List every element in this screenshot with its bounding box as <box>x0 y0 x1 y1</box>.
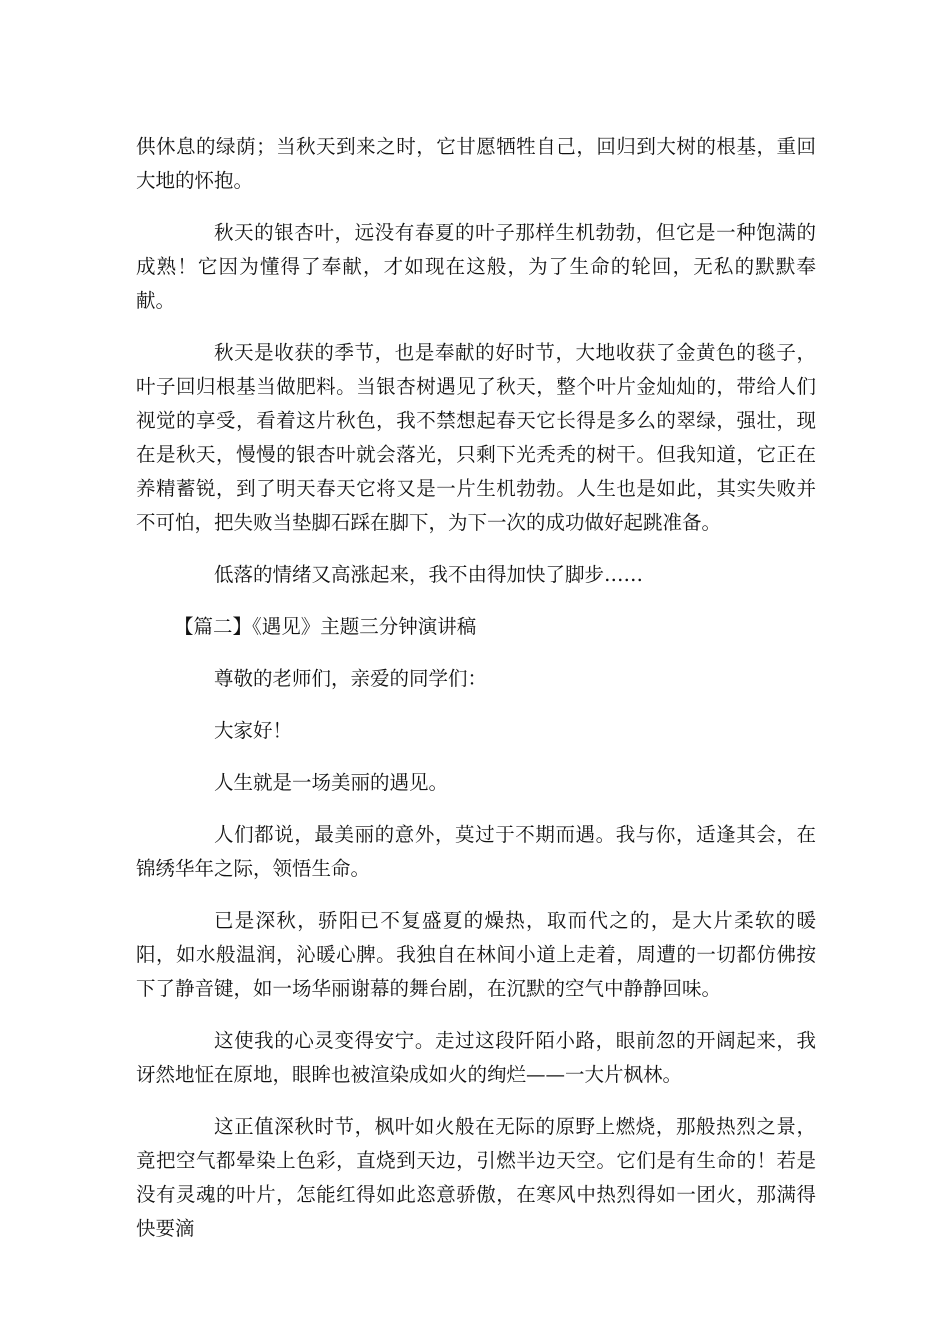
paragraph: 低落的情绪又高涨起来，我不由得加快了脚步…… <box>214 563 644 586</box>
speech-greeting: 大家好！ <box>214 719 293 742</box>
paragraph: 秋天是收获的季节，也是奉献的好时节，大地收获了金黄色的毯子，叶子回归根基当做肥料。当银杏树遇见了秋天，整个叶片金灿灿的，带给人们视觉的享受，看着这片秋色，我不禁想起春天它长得是多么的翠绿，强壮，现在是秋天，慢慢的银杏叶就会落光，只剩下光秃秃的树干。但我知道，它正在养精蓄锐，到了明天春天它将又是一片生机勃勃。人生也是如此，其实失败并不可怕，把失败当垫脚石踩在脚下，为下一次的成功做好起跳准备。 <box>136 341 816 534</box>
paragraph: 供休息的绿荫；当秋天到来之时，它甘愿牺牲自己，回归到大树的根基，重回大地的怀抱。 <box>136 135 816 192</box>
paragraph: 人生就是一场美丽的遇见。 <box>214 771 449 794</box>
document-body <box>136 130 816 1264</box>
speech-salutation: 尊敬的老师们，亲爱的同学们： <box>214 667 488 690</box>
paragraph: 这正值深秋时节，枫叶如火般在无际的原野上燃烧，那般热烈之景，竟把空气都晕染上色彩，直烧到天边，引燃半边天空。它们是有生命的！若是没有灵魂的叶片，怎能红得如此恣意骄傲，在寒风中热烈得如一团火，那满得快要滴 <box>136 1115 816 1240</box>
paragraph: 已是深秋，骄阳已不复盛夏的燥热，取而代之的，是大片柔软的暖阳，如水般温润，沁暖心脾。我独自在林间小道上走着，周遭的一切都仿佛按下了静音键，如一场华丽谢幕的舞台剧，在沉默的空气中静静回味。 <box>136 909 816 1000</box>
paragraph: 人们都说，最美丽的意外，莫过于不期而遇。我与你，适逢其会，在锦绣华年之际，领悟生命。 <box>136 823 816 880</box>
paragraph: 这使我的心灵变得安宁。走过这段阡陌小路，眼前忽的开阔起来，我讶然地怔在原地，眼眸也被渲染成如火的绚烂——一大片枫林。 <box>136 1029 816 1086</box>
section-heading: 【篇二】《遇见》主题三分钟演讲稿 <box>174 615 477 638</box>
paragraph: 秋天的银杏叶，远没有春夏的叶子那样生机勃勃，但它是一种饱满的成熟！它因为懂得了奉献，才如现在这般，为了生命的轮回，无私的默默奉献。 <box>136 221 816 312</box>
